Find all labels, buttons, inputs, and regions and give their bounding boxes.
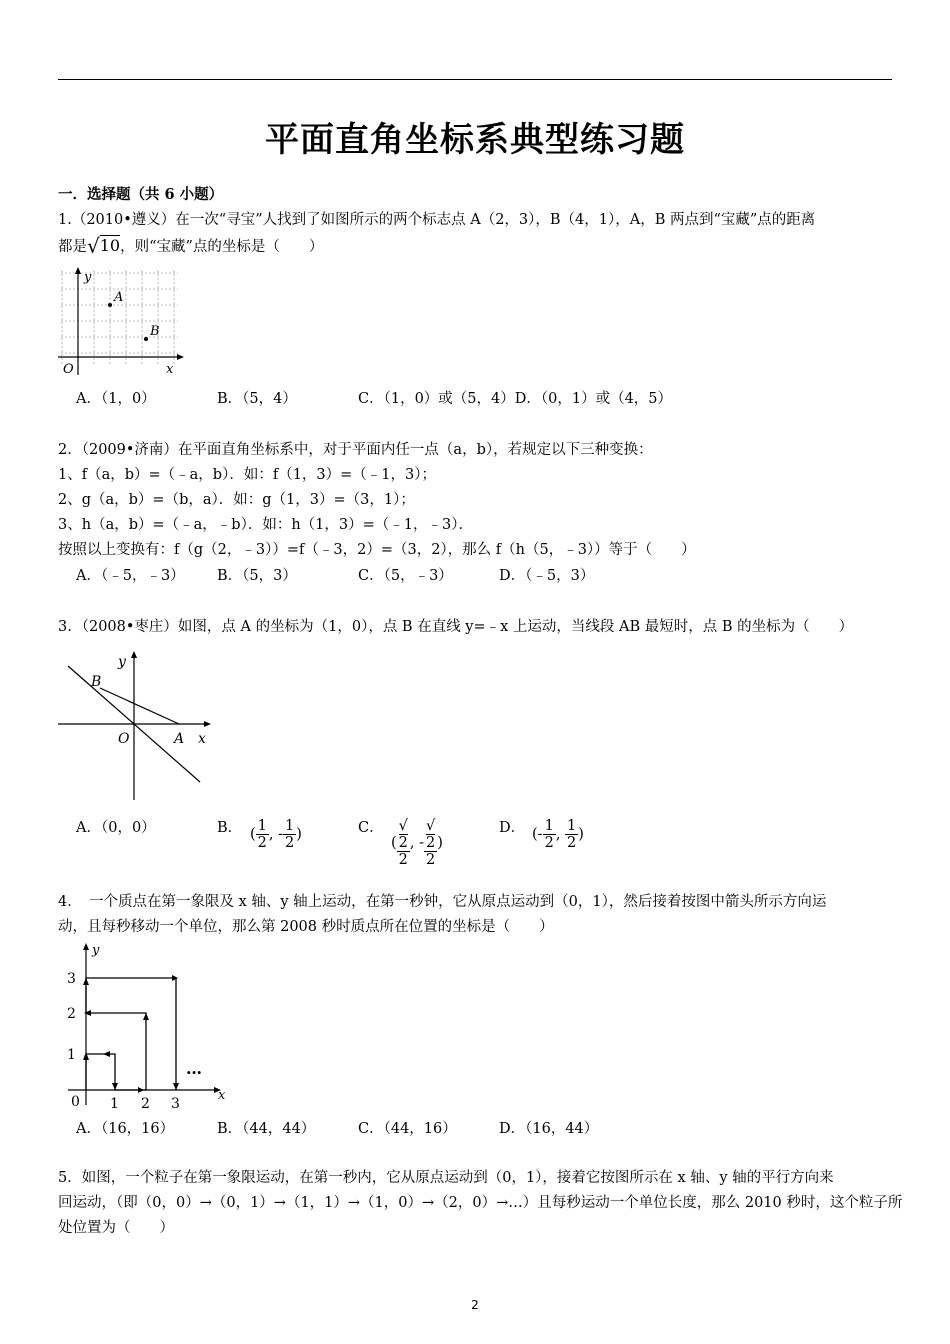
q3-option-d-label[interactable]: D． [499, 820, 526, 836]
q3-option-c-value[interactable]: ( √ 2 2 , - √ 2 2 ) [391, 818, 443, 868]
q3-figure [58, 648, 218, 803]
q1-line1: 1.（2010•遵义）在一次“寻宝”人找到了如图所示的两个标志点 A（2，3），B（4，1），A，B 两点到“宝藏”点的距离 [58, 212, 816, 228]
x-axis-label: x [218, 1088, 226, 1103]
page-title: 平面直角坐标系典型练习题 [265, 120, 685, 160]
q3-option-d-value[interactable]: (- $\frac{1}{2}$ , $\frac{1}{2}$ ) [532, 818, 584, 851]
page-number: 2 [471, 1298, 479, 1312]
q2-line2: 1、f（a，b）=（﹣a，b）．如：f（1，3）=（﹣1，3）； [58, 467, 437, 483]
label-a: A [114, 290, 124, 305]
header-rule [58, 79, 892, 80]
q1-option-a[interactable]: A．（1，0） [76, 391, 156, 407]
q4-line1: 4． 一个质点在第一象限及 x 轴、y 轴上运动，在第一秒钟，它从原点运动到（0，1），然后接着按图中箭头所示方向运 [58, 894, 827, 910]
y-axis-label: y [92, 943, 100, 958]
q1-option-b[interactable]: B．（5，4） [217, 391, 297, 407]
x-axis-label: x [166, 362, 174, 377]
origin-label: O [118, 731, 130, 747]
q2-line5: 按照以上变换有：f（g（2，﹣3））=f（﹣3，2）=（3，2），那么 f（h（5，﹣3））等于（ ） [58, 542, 696, 558]
q4-option-b[interactable]: B．（44，44） [217, 1121, 316, 1137]
q5-line3: 处位置为（ ） [58, 1220, 174, 1236]
y-axis-label: y [84, 270, 92, 285]
q5-line1: 5．如图，一个粒子在第一象限运动，在第一秒内，它从原点运动到（0，1），接着它按图所示在 x 轴、y 轴的平行方向来 [58, 1170, 834, 1186]
q2-option-d[interactable]: D．（﹣5，3） [499, 568, 595, 584]
q2-option-b[interactable]: B．（5，3） [217, 568, 297, 584]
q1-line2: 都是√10，则“宝藏”点的坐标是（ ） [58, 234, 324, 258]
continuation-dots: … [186, 1059, 202, 1078]
q4-figure [58, 940, 233, 1115]
q2-line4: 3、h（a，b）=（﹣a，﹣b）．如：h（1，3）=（﹣1，﹣3）． [58, 517, 473, 533]
tick-x-3: 3 [171, 1096, 180, 1112]
tick-y-1: 1 [67, 1047, 76, 1063]
q4-line2: 动，且每秒移动一个单位，那么第 2008 秒时质点所在位置的坐标是（ ） [58, 919, 554, 935]
label-b: B [150, 324, 160, 339]
segment-ab [100, 688, 179, 724]
q4-option-a[interactable]: A．（16，16） [76, 1121, 175, 1137]
q3-option-a[interactable]: A．（0，0） [76, 820, 156, 836]
q3-option-c-label[interactable]: C． [358, 820, 384, 836]
q4-option-d[interactable]: D．（16，44） [499, 1121, 599, 1137]
tick-x-1: 1 [110, 1096, 119, 1112]
label-b: B [91, 674, 102, 690]
point-a [108, 303, 112, 307]
tick-x-2: 2 [141, 1096, 150, 1112]
q3-option-b-value[interactable]: ( $\frac{1}{2}$ , - $\frac{1}{2}$ ) [250, 818, 302, 851]
q1-option-c-d[interactable]: C．（1，0）或（5，4）D．（0，1）或（4，5） [358, 391, 673, 407]
tick-y-2: 2 [67, 1006, 76, 1022]
q2-option-a[interactable]: A．（﹣5，﹣3） [76, 568, 185, 584]
sqrt-symbol: √ [87, 234, 100, 258]
q3-line1: 3．（2008•枣庄）如图，点 A 的坐标为（1，0），点 B 在直线 y=﹣x 上运动，当线段 AB 最短时，点 B 的坐标为（ ） [58, 619, 854, 635]
origin-label: 0 [71, 1094, 80, 1110]
tick-y-3: 3 [67, 971, 76, 987]
label-a: A [174, 731, 185, 747]
y-axis-label: y [118, 654, 126, 670]
x-axis-label: x [198, 731, 206, 747]
q3-option-b-label[interactable]: B． [217, 820, 243, 836]
point-b [144, 337, 148, 341]
q2-option-c[interactable]: C．（5，﹣3） [358, 568, 453, 584]
q1-figure [58, 265, 188, 377]
origin-label: O [63, 362, 74, 377]
q2-line3: 2、g（a，b）=（b，a）．如：g（1，3）=（3，1）； [58, 492, 415, 508]
q2-line1: 2．（2009•济南）在平面直角坐标系中，对于平面内任一点（a，b），若规定以下三种变换： [58, 442, 653, 458]
q5-line2: 回运动，（即（0，0）→（0，1）→（1，1）→（1，0）→（2，0）→…）且每秒运动一个单位长度，那么 2010 秒时，这个粒子所 [58, 1195, 903, 1211]
section-heading: 一．选择题（共 6 小题） [58, 186, 224, 203]
q4-option-c[interactable]: C．（44，16） [358, 1121, 457, 1137]
path-arrows [86, 978, 176, 1090]
sqrt-radicand: 10 [99, 236, 121, 255]
